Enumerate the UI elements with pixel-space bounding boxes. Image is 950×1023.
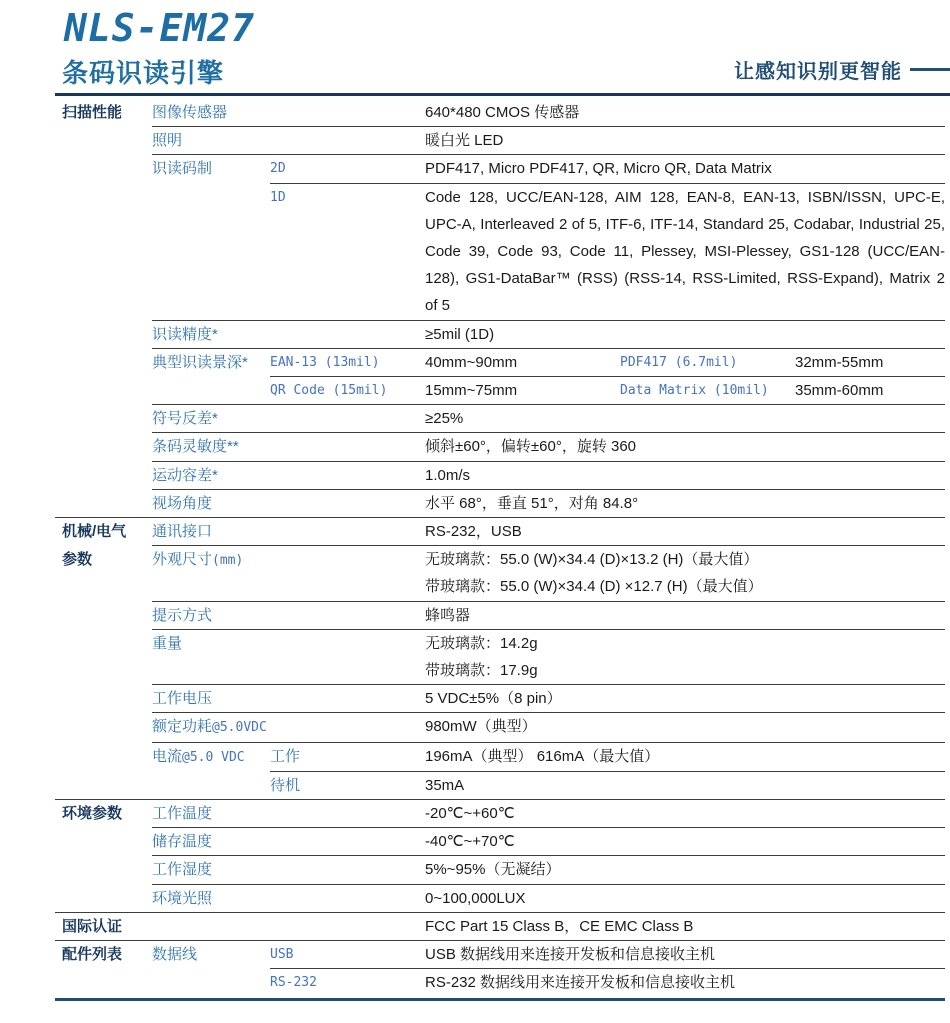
- spec-attribute: 识读精度*: [152, 325, 218, 343]
- table-row: [55, 518, 945, 545]
- spec-value: -20℃~+60℃: [425, 805, 515, 823]
- spec-value: 15mm~75mm: [425, 382, 518, 400]
- spec-attribute: 典型识读景深*: [152, 353, 248, 371]
- spec-category: 参数: [62, 551, 93, 569]
- spec-value: 196mA（典型） 616mA（最大值）: [425, 747, 660, 765]
- spec-value: 640*480 CMOS 传感器: [425, 104, 580, 121]
- spec-value: 35mA: [425, 776, 465, 794]
- table-row: [55, 184, 945, 320]
- spec-attribute: 工作电压: [152, 690, 213, 708]
- spec-value-2: 32mm-55mm: [795, 353, 884, 371]
- spec-sub-label: USB: [270, 947, 294, 963]
- spec-attribute: 视场角度: [152, 494, 213, 512]
- spec-value: [425, 630, 945, 684]
- spec-category: 国际认证: [62, 917, 123, 935]
- spec-sub-label: QR Code (15mil): [270, 383, 388, 399]
- spec-value: 蜂鸣器: [425, 606, 471, 624]
- spec-category: 机械/电气: [62, 523, 127, 541]
- table-row: [55, 546, 945, 600]
- spec-value: RS-232 数据线用来连接开发板和信息接收主机: [425, 974, 736, 992]
- spec-sub-label-2: Data Matrix (10mil): [620, 383, 769, 399]
- spec-value-line-2: 带玻璃款：55.0 (W)×34.4 (D) ×12.7 (H)（最大值）: [425, 578, 763, 596]
- spec-sub-label: 工作: [270, 747, 301, 765]
- spec-attribute: 重量: [152, 634, 183, 652]
- spec-value: 5 VDC±5%（8 pin）: [425, 690, 562, 708]
- table-row: [55, 800, 945, 827]
- footer-divider: [55, 998, 945, 1001]
- table-row: [55, 321, 945, 348]
- table-row: [55, 155, 945, 182]
- spec-value: 暖白光 LED: [425, 132, 504, 150]
- spec-sub-label: 待机: [270, 776, 301, 794]
- spec-attribute-suffix: (mm): [212, 553, 244, 569]
- table-row: [55, 713, 945, 741]
- spec-sub-label: RS-232: [270, 975, 317, 991]
- spec-attribute: 储存温度: [152, 833, 213, 851]
- spec-attribute: 图像传感器: [152, 104, 228, 121]
- table-row: [55, 828, 945, 855]
- spec-value: RS-232，USB: [425, 523, 522, 541]
- table-row: [55, 127, 945, 154]
- spec-table: [55, 99, 945, 1001]
- spec-attribute: 条码灵敏度**: [152, 438, 239, 456]
- table-row: [55, 856, 945, 883]
- slogan-dash: [910, 68, 950, 71]
- spec-value-line-1: 无玻璃款：55.0 (W)×34.4 (D)×13.2 (H)（最大值）: [425, 551, 759, 569]
- spec-attribute: 环境光照: [152, 889, 213, 907]
- spec-attribute: 符号反差*: [152, 410, 218, 428]
- spec-attribute: 数据线: [152, 946, 198, 964]
- table-row: [55, 490, 945, 517]
- table-row: [55, 462, 945, 489]
- spec-category: 配件列表: [62, 946, 123, 964]
- header-divider: [55, 93, 950, 96]
- spec-value-line-2: 带玻璃款：17.9g: [425, 662, 538, 680]
- spec-value: USB 数据线用来连接开发板和信息接收主机: [425, 946, 716, 964]
- spec-value: 水平 68°，垂直 51°，对角 84.8°: [425, 494, 639, 512]
- spec-attribute-text: 电流: [152, 747, 183, 765]
- spec-attribute: [152, 743, 270, 771]
- spec-attribute: 通讯接口: [152, 523, 213, 541]
- spec-value: Code 128, UCC/EAN-128, AIM 128, EAN-8, EAN-13, ISBN/ISSN, UPC-E, UPC-A, Interleaved 2 of 5, ITF-6, ITF-14, Standard 25, Codabar, Industrial 25, Code 39, Code 93, Code 11, Plessey, MSI-Plessey, GS1-128 (UCC/EAN-128), GS1-DataBar™ (RSS) (RSS-14, RSS-Limited, RSS-Expand), Matrix 2 of 5: [425, 188, 945, 315]
- spec-category: 环境参数: [62, 805, 123, 823]
- page-title: NLS-EM27: [64, 6, 256, 50]
- spec-value-line-1: 无玻璃款：14.2g: [425, 634, 538, 652]
- spec-attribute: 照明: [152, 132, 183, 150]
- table-row: [55, 405, 945, 432]
- spec-attribute: 工作温度: [152, 805, 213, 823]
- spec-attribute: 工作湿度: [152, 861, 213, 879]
- spec-attribute-suffix: @5.0 VDC: [182, 749, 245, 765]
- spec-category: 扫描性能: [62, 104, 123, 121]
- spec-sub-label: 1D: [270, 189, 286, 205]
- spec-attribute-text: 外观尺寸: [152, 551, 213, 569]
- spec-value: ≥25%: [425, 410, 464, 428]
- spec-attribute-text: 额定功耗: [152, 718, 213, 736]
- spec-attribute-suffix: @5.0VDC: [212, 720, 267, 736]
- spec-value-2: 35mm-60mm: [795, 382, 884, 400]
- spec-value: 倾斜±60°，偏转±60°，旋转 360: [425, 438, 637, 456]
- table-row: [55, 743, 945, 771]
- spec-attribute: 运动容差*: [152, 466, 218, 484]
- table-row: [55, 349, 945, 376]
- table-row: [55, 602, 945, 629]
- table-row: [55, 685, 945, 712]
- table-row: [55, 885, 945, 912]
- spec-sub-label: EAN-13 (13mil): [270, 354, 380, 370]
- spec-value: 40mm~90mm: [425, 353, 518, 371]
- table-row: [55, 913, 945, 940]
- spec-attribute: 提示方式: [152, 606, 213, 624]
- spec-value: 0~100,000LUX: [425, 889, 526, 907]
- table-row: [55, 969, 945, 996]
- spec-value: ≥5mil (1D): [425, 325, 495, 343]
- spec-attribute: [152, 546, 270, 574]
- table-row: [55, 433, 945, 460]
- spec-attribute: [152, 713, 270, 741]
- spec-value: 5%~95%（无凝结）: [425, 861, 561, 879]
- spec-sub-label: 2D: [270, 161, 286, 177]
- spec-sub-label-2: PDF417 (6.7mil): [620, 354, 738, 370]
- spec-value: 1.0m/s: [425, 466, 471, 484]
- slogan-text: 让感知识别更智能: [734, 61, 902, 83]
- table-row: [55, 772, 945, 799]
- spec-attribute: 识读码制: [152, 160, 213, 178]
- spec-value: 980mW（典型）: [425, 718, 537, 736]
- table-row: [55, 630, 945, 684]
- spec-value: PDF417, Micro PDF417, QR, Micro QR, Data Matrix: [425, 160, 772, 178]
- spec-value: [425, 546, 945, 600]
- slogan: [734, 55, 950, 88]
- spec-value: FCC Part 15 Class B，CE EMC Class B: [425, 917, 694, 935]
- header-subtitle-row: [62, 54, 950, 88]
- table-row: [55, 377, 945, 404]
- table-row: [55, 99, 945, 126]
- product-type-label: 条码识读引擎: [62, 58, 225, 88]
- spec-value: -40℃~+70℃: [425, 833, 515, 851]
- table-row: [55, 941, 945, 968]
